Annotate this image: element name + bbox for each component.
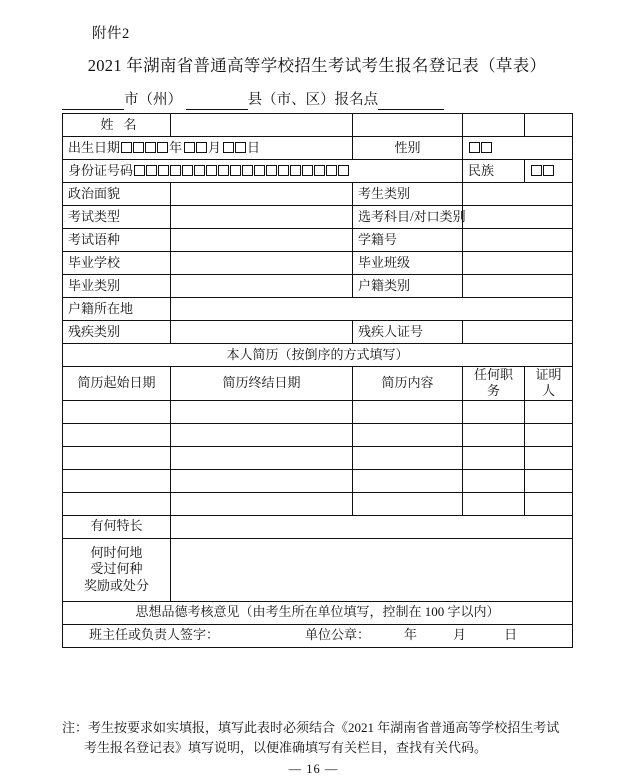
specialty-label: 有何特长 [63, 515, 171, 538]
id-field[interactable] [63, 160, 463, 183]
name-row [63, 114, 573, 137]
row-label-left: 考试类型 [63, 206, 171, 229]
row-value-right[interactable] [463, 275, 573, 298]
resume-cell-content[interactable] [353, 423, 463, 446]
birthdate-month-boxes[interactable] [183, 140, 207, 155]
row-value-left[interactable] [171, 252, 353, 275]
row-label-right: 毕业班级 [353, 252, 463, 275]
specialty-row [63, 515, 573, 538]
resume-cell-witness[interactable] [525, 423, 573, 446]
disability-cert-label: 残疾人证号 [353, 321, 463, 344]
id-label: 身份证号码 [68, 162, 134, 178]
row-value-right[interactable] [463, 206, 573, 229]
signature-month-label: 月 [453, 627, 467, 643]
year-unit: 年 [169, 139, 183, 155]
resume-cell-end[interactable] [171, 469, 353, 492]
resume-col-start-date: 简历起始日期 [63, 367, 171, 401]
page-title: 2021 年湖南省普通高等学校招生考试考生报名登记表（草表） [87, 56, 547, 75]
disability-cert-value[interactable] [463, 321, 573, 344]
note-line-2: 考生报名登记表》填写说明，以便准确填写有关栏目，查找有关代码。 [84, 739, 488, 755]
moral-comment-box[interactable] [63, 624, 573, 647]
month-unit: 月 [208, 139, 222, 155]
row-label-right: 户籍类别 [353, 275, 463, 298]
gender-boxes[interactable] [463, 137, 573, 160]
resume-cell-witness[interactable] [525, 400, 573, 423]
resume-row [63, 469, 573, 492]
resume-cell-witness[interactable] [525, 446, 573, 469]
row-value-right[interactable] [463, 252, 573, 275]
location-line [62, 88, 572, 110]
photo-cell-b[interactable] [525, 114, 573, 137]
resume-col-end-date: 简历终结日期 [171, 367, 353, 401]
resume-cell-position[interactable] [463, 400, 525, 423]
resume-cell-end[interactable] [171, 400, 353, 423]
signature-year-label: 年 [404, 627, 418, 643]
table-row [63, 206, 573, 229]
id-row [63, 160, 573, 183]
award-value[interactable] [171, 538, 573, 601]
attachment-label: 附件2 [92, 26, 130, 42]
resume-cell-witness[interactable] [525, 469, 573, 492]
birthdate-day-boxes[interactable] [222, 140, 246, 155]
moral-section-row [63, 601, 573, 624]
id-boxes[interactable] [133, 163, 349, 178]
footer-note [62, 718, 578, 757]
resume-cell-start[interactable] [63, 469, 171, 492]
resume-cell-start[interactable] [63, 446, 171, 469]
resume-cell-content[interactable] [353, 469, 463, 492]
note-line-1: 注：考生按要求如实填报，填写此表时必须结合《2021 年湖南省普通高等学校招生考试 [62, 720, 560, 735]
row-value-left[interactable] [171, 275, 353, 298]
row-label-left: 政治面貌 [63, 183, 171, 206]
resume-cell-position[interactable] [463, 469, 525, 492]
signature-day-label: 日 [504, 627, 518, 643]
table-row [63, 252, 573, 275]
ethnicity-boxes[interactable] [525, 160, 573, 183]
name-extra-cell[interactable] [353, 114, 463, 137]
award-label [63, 538, 171, 601]
row-label-right: 选考科目/对口类别 [353, 206, 463, 229]
award-label-line-1: 何时何地 [90, 545, 143, 561]
resume-row [63, 400, 573, 423]
household-row [63, 298, 573, 321]
resume-row [63, 446, 573, 469]
resume-cell-end[interactable] [171, 446, 353, 469]
birthdate-field[interactable] [63, 137, 353, 160]
day-unit: 日 [247, 139, 261, 155]
photo-cell-a[interactable] [463, 114, 525, 137]
birthdate-year-boxes[interactable] [120, 140, 168, 155]
row-label-left: 毕业学校 [63, 252, 171, 275]
resume-row [63, 423, 573, 446]
moral-body-row [63, 624, 573, 647]
row-label-right: 学籍号 [353, 229, 463, 252]
resume-cell-witness[interactable] [525, 492, 573, 515]
page-number: — 16 — [288, 762, 339, 776]
county-blank[interactable] [186, 92, 248, 110]
specialty-value[interactable] [171, 515, 573, 538]
unit-seal-label: 单位公章： [305, 627, 371, 643]
birthdate-label: 出生日期 [68, 139, 121, 155]
resume-row [63, 492, 573, 515]
row-value-left[interactable] [171, 229, 353, 252]
disability-row [63, 321, 573, 344]
resume-header-row [63, 367, 573, 401]
registration-table [62, 113, 573, 648]
resume-cell-content[interactable] [353, 492, 463, 515]
table-row [63, 275, 573, 298]
resume-cell-end[interactable] [171, 423, 353, 446]
row-value-right[interactable] [463, 229, 573, 252]
table-row [63, 183, 573, 206]
birthdate-row [63, 137, 573, 160]
row-label-left: 考试语种 [63, 229, 171, 252]
award-label-line-3: 奖励或处分 [83, 577, 149, 593]
resume-cell-content[interactable] [353, 400, 463, 423]
ethnicity-label: 民族 [463, 160, 525, 183]
city-blank[interactable] [62, 92, 124, 110]
resume-section-row [63, 344, 573, 367]
resume-col-witness: 证明人 [525, 367, 573, 401]
row-value-left[interactable] [171, 206, 353, 229]
row-label-left: 毕业类别 [63, 275, 171, 298]
row-value-left[interactable] [171, 183, 353, 206]
resume-section-title: 本人简历（按倒序的方式填写） [63, 344, 573, 367]
signature-row [63, 627, 572, 643]
resume-cell-position[interactable] [463, 446, 525, 469]
site-blank[interactable] [378, 92, 444, 110]
row-value-right[interactable] [463, 183, 573, 206]
resume-cell-start[interactable] [63, 423, 171, 446]
teacher-signature-label: 班主任或负责人签字： [89, 627, 220, 643]
household-value[interactable] [171, 298, 573, 321]
disability-type-label: 残疾类别 [63, 321, 171, 344]
resume-cell-position[interactable] [463, 423, 525, 446]
resume-cell-start[interactable] [63, 400, 171, 423]
resume-cell-end[interactable] [171, 492, 353, 515]
row-label-right: 考生类别 [353, 183, 463, 206]
gender-label: 性别 [353, 137, 463, 160]
award-row [63, 538, 573, 601]
moral-section-title: 思想品德考核意见（由考生所在单位填写，控制在 100 字以内） [63, 601, 573, 624]
county-suffix-label: 县（市、区）报名点 [247, 92, 379, 108]
table-row [63, 229, 573, 252]
city-suffix-label: 市（州） [124, 92, 182, 108]
resume-col-position: 任何职务 [463, 367, 525, 401]
resume-cell-start[interactable] [63, 492, 171, 515]
disability-type-value[interactable] [171, 321, 353, 344]
resume-cell-position[interactable] [463, 492, 525, 515]
award-label-line-2: 受过何种 [90, 561, 143, 577]
name-label: 姓名 [63, 114, 171, 137]
household-label: 户籍所在地 [63, 298, 171, 321]
resume-col-content: 简历内容 [353, 367, 463, 401]
name-value-cell[interactable] [171, 114, 353, 137]
resume-cell-content[interactable] [353, 446, 463, 469]
